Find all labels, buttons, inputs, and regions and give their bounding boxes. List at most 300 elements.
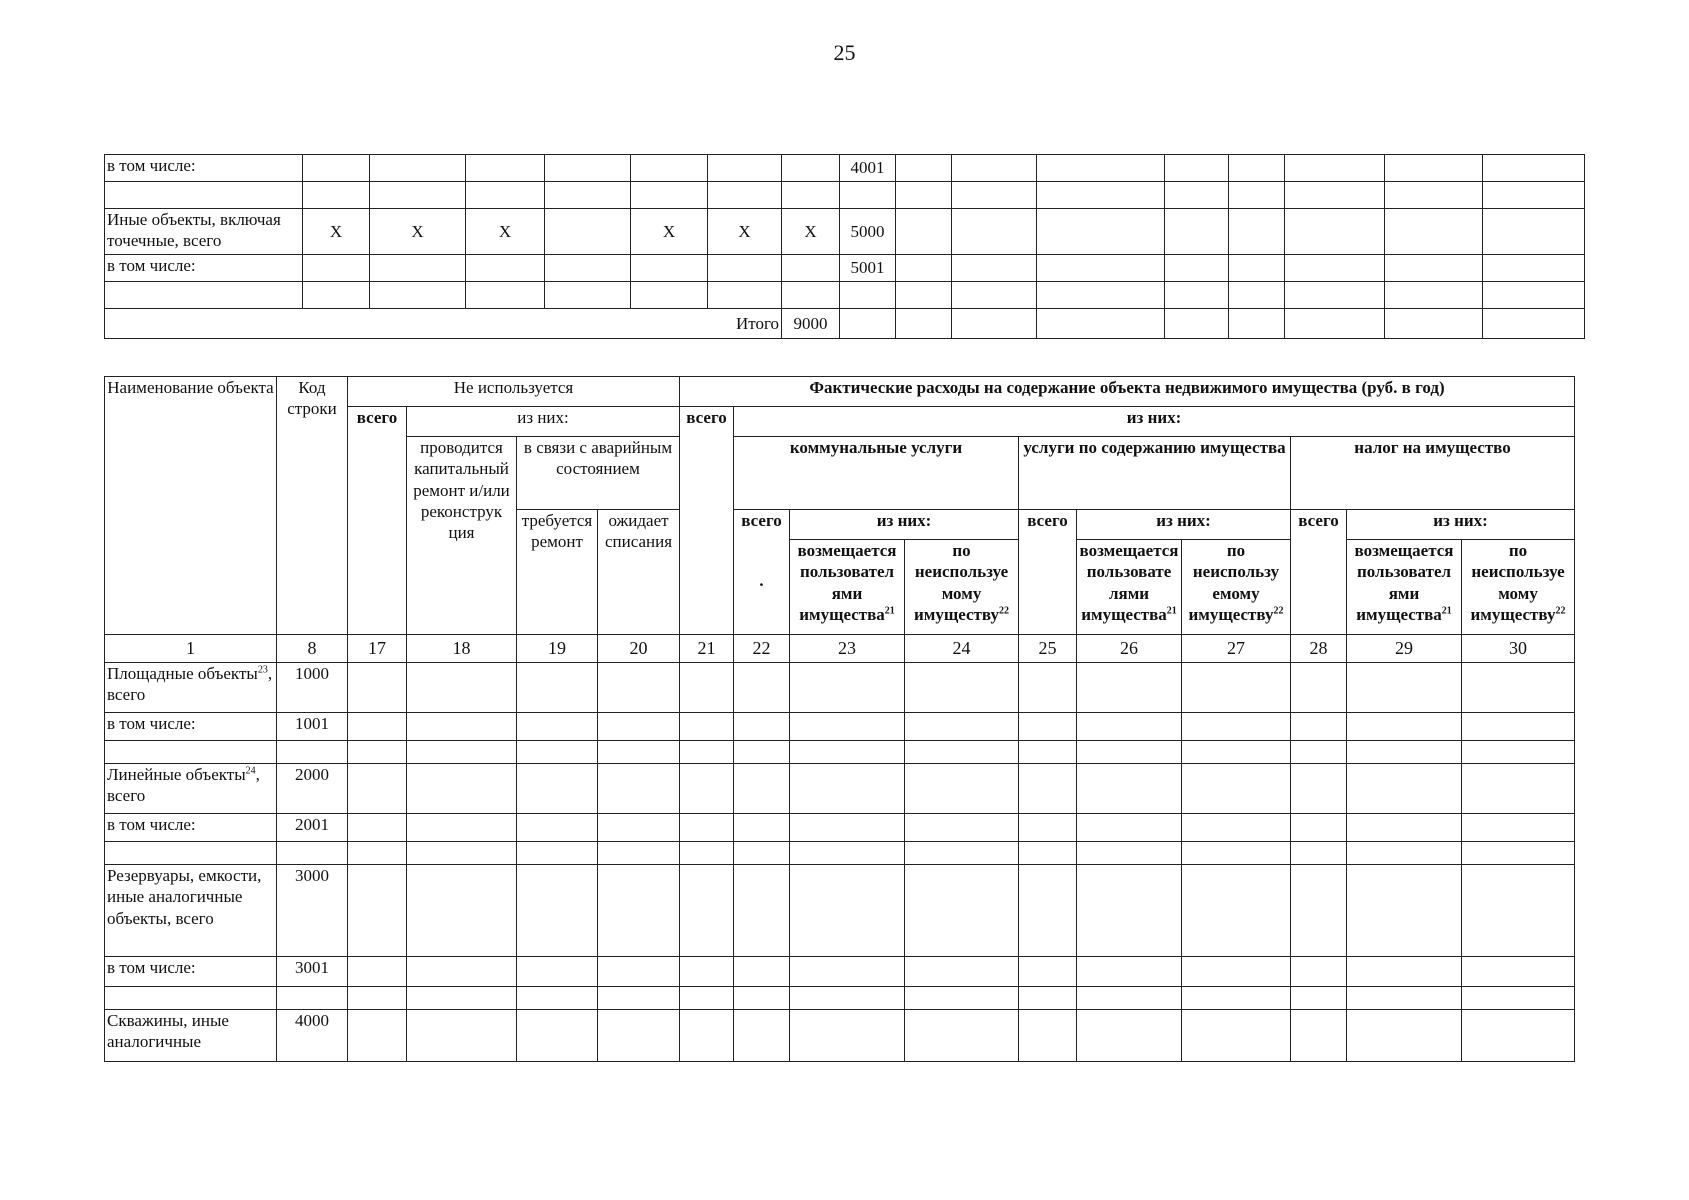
x-mark	[545, 155, 631, 182]
data-cell	[1291, 987, 1347, 1010]
row-name-text: Линейные объекты	[107, 765, 246, 784]
data-cell	[348, 764, 407, 814]
data-cell	[1291, 842, 1347, 865]
footnote-ref: 24	[245, 765, 256, 777]
footnote-22: 22	[999, 605, 1009, 617]
header-col30	[1462, 540, 1575, 635]
footnote-21: 21	[884, 605, 895, 617]
table-row	[105, 1010, 1575, 1062]
data-cell	[1019, 713, 1077, 741]
data-cell	[680, 713, 734, 741]
data-cell	[734, 764, 790, 814]
row-name	[105, 713, 277, 741]
data-cell	[1229, 155, 1285, 182]
column-number: 22	[734, 635, 790, 663]
column-number: 30	[1462, 635, 1575, 663]
data-cell	[952, 282, 1037, 309]
data-cell	[1347, 865, 1462, 957]
header-code: Код строки	[277, 377, 348, 635]
row-code	[277, 741, 348, 764]
header-utilities-total-label: всего	[741, 511, 782, 530]
data-cell	[407, 957, 517, 987]
data-cell	[1291, 741, 1347, 764]
data-cell	[1347, 814, 1462, 842]
total-label: Итого	[105, 309, 782, 339]
data-cell	[734, 741, 790, 764]
x-mark	[631, 155, 708, 182]
row-name-suffix: , всего	[107, 664, 273, 705]
total-code: 9000	[782, 309, 840, 339]
data-cell	[1347, 764, 1462, 814]
table-row	[105, 663, 1575, 713]
data-cell	[896, 309, 952, 339]
data-cell	[407, 987, 517, 1010]
row-name	[105, 987, 277, 1010]
header-property-tax-total: всего	[1291, 510, 1347, 635]
data-cell	[1385, 209, 1483, 255]
row-code: 3000	[277, 865, 348, 957]
column-numbers-row	[105, 635, 1575, 663]
x-mark	[370, 282, 466, 309]
x-mark	[370, 255, 466, 282]
data-cell	[790, 957, 905, 987]
x-mark: X	[303, 209, 370, 255]
data-cell	[1385, 182, 1483, 209]
data-cell	[1165, 209, 1229, 255]
header-expenses-of-them: из них:	[734, 407, 1575, 437]
small-dot-mark: ·	[758, 574, 765, 594]
header-col30-text: по неиспользуе мому имуществу	[1470, 541, 1565, 624]
data-cell	[1229, 182, 1285, 209]
x-mark	[545, 282, 631, 309]
data-cell	[517, 814, 598, 842]
column-number: 29	[1347, 635, 1462, 663]
data-cell	[1165, 282, 1229, 309]
x-mark	[370, 155, 466, 182]
data-cell	[407, 663, 517, 713]
column-number: 19	[517, 635, 598, 663]
x-mark	[370, 182, 466, 209]
data-cell	[952, 255, 1037, 282]
data-cell	[680, 814, 734, 842]
data-cell	[1385, 309, 1483, 339]
data-cell	[1037, 282, 1165, 309]
x-mark	[466, 182, 545, 209]
data-cell	[598, 987, 680, 1010]
data-cell	[1019, 663, 1077, 713]
data-cell	[348, 842, 407, 865]
x-mark: X	[708, 209, 782, 255]
table-row	[105, 209, 1585, 255]
data-cell	[1483, 255, 1585, 282]
data-cell	[1019, 842, 1077, 865]
x-mark	[466, 155, 545, 182]
data-cell	[517, 957, 598, 987]
table-row	[105, 764, 1575, 814]
table-row	[105, 182, 1585, 209]
header-col27-text: по неиспользу емому имуществу	[1188, 541, 1280, 624]
data-cell	[905, 764, 1019, 814]
header-expenses-total: всего	[680, 407, 734, 635]
header-not-used: Не используется	[348, 377, 680, 407]
data-cell	[896, 182, 952, 209]
table-row	[105, 155, 1585, 182]
data-cell	[1285, 255, 1385, 282]
data-cell	[734, 1010, 790, 1062]
header-col26-text: возмещается пользовате лями имущества	[1079, 541, 1179, 624]
data-cell	[790, 865, 905, 957]
row-name-text: в том числе:	[107, 958, 196, 977]
header-not-used-of-them: из них:	[407, 407, 680, 437]
data-cell	[1077, 713, 1182, 741]
data-cell	[517, 741, 598, 764]
data-cell	[1019, 814, 1077, 842]
header-emergency: в связи с аварийным состоянием	[517, 437, 680, 510]
table-row	[105, 713, 1575, 741]
data-cell	[1019, 764, 1077, 814]
data-cell	[905, 865, 1019, 957]
header-expenses: Фактические расходы на содержание объекта недвижимого имущества (руб. в год)	[680, 377, 1575, 407]
data-cell	[1462, 663, 1575, 713]
data-cell	[1229, 309, 1285, 339]
data-cell	[517, 713, 598, 741]
data-cell	[790, 764, 905, 814]
row-code	[840, 182, 896, 209]
data-cell	[1483, 282, 1585, 309]
data-cell	[1483, 309, 1585, 339]
data-cell	[1165, 155, 1229, 182]
x-mark: X	[466, 209, 545, 255]
data-cell	[1037, 255, 1165, 282]
table-top-continuation	[104, 154, 1585, 339]
data-cell	[896, 282, 952, 309]
data-cell	[1077, 842, 1182, 865]
data-cell	[1285, 155, 1385, 182]
data-cell	[517, 842, 598, 865]
table-row	[105, 741, 1575, 764]
x-mark	[631, 282, 708, 309]
column-number: 24	[905, 635, 1019, 663]
data-cell	[1182, 764, 1291, 814]
row-name: в том числе:	[105, 155, 303, 182]
x-mark: X	[782, 209, 840, 255]
column-number: 28	[1291, 635, 1347, 663]
table-row	[105, 987, 1575, 1010]
data-cell	[734, 957, 790, 987]
column-number: 21	[680, 635, 734, 663]
data-cell	[1462, 741, 1575, 764]
header-col29-text: возмещается пользовател ями имущества	[1354, 541, 1454, 624]
data-cell	[1347, 741, 1462, 764]
column-number: 17	[348, 635, 407, 663]
row-code: 3001	[277, 957, 348, 987]
data-cell	[1291, 764, 1347, 814]
footnote-ref: 23	[257, 664, 268, 676]
data-cell	[598, 842, 680, 865]
data-cell	[1291, 713, 1347, 741]
table-row	[105, 842, 1575, 865]
header-maintenance-of-them: из них:	[1077, 510, 1291, 540]
header-property-tax-of-them: из них:	[1347, 510, 1575, 540]
header-col26	[1077, 540, 1182, 635]
data-cell	[790, 814, 905, 842]
data-cell	[598, 814, 680, 842]
data-cell	[407, 842, 517, 865]
data-cell	[1077, 814, 1182, 842]
data-cell	[1229, 209, 1285, 255]
table-row	[105, 865, 1575, 957]
footnote-22: 22	[1555, 605, 1566, 617]
header-property-tax: налог на имущество	[1291, 437, 1575, 510]
header-col24-text: по неиспользуе мому имуществу	[914, 541, 1009, 624]
data-cell	[1291, 814, 1347, 842]
data-cell	[790, 842, 905, 865]
x-mark	[782, 182, 840, 209]
header-maintenance-total: всего	[1019, 510, 1077, 635]
header-col24	[905, 540, 1019, 635]
x-mark	[708, 282, 782, 309]
header-utilities-of-them: из них:	[790, 510, 1019, 540]
data-cell	[1019, 741, 1077, 764]
data-cell	[952, 309, 1037, 339]
header-utilities-total	[734, 510, 790, 635]
table-row	[105, 957, 1575, 987]
data-cell	[1385, 282, 1483, 309]
table-row	[105, 255, 1585, 282]
data-cell	[734, 842, 790, 865]
row-name-text: Площадные объекты	[107, 664, 258, 683]
column-number: 25	[1019, 635, 1077, 663]
data-cell	[840, 309, 896, 339]
data-cell	[734, 865, 790, 957]
column-number: 1	[105, 635, 277, 663]
data-cell	[905, 1010, 1019, 1062]
row-name: в том числе:	[105, 255, 303, 282]
footnote-21: 21	[1441, 605, 1452, 617]
data-cell	[905, 713, 1019, 741]
data-cell	[1165, 182, 1229, 209]
data-cell	[1182, 957, 1291, 987]
data-cell	[1291, 1010, 1347, 1062]
data-cell	[790, 741, 905, 764]
header-col23-text: возмещается пользовател ями имущества	[797, 541, 897, 624]
row-code	[840, 282, 896, 309]
data-cell	[905, 814, 1019, 842]
data-cell	[1182, 987, 1291, 1010]
data-cell	[1285, 209, 1385, 255]
data-cell	[1077, 663, 1182, 713]
row-name: Иные объекты, включая точечные, всего	[105, 209, 303, 255]
data-cell	[680, 865, 734, 957]
data-cell	[1285, 182, 1385, 209]
data-cell	[1347, 957, 1462, 987]
row-code: 4001	[840, 155, 896, 182]
x-mark	[466, 255, 545, 282]
data-cell	[1182, 814, 1291, 842]
row-code: 1000	[277, 663, 348, 713]
row-name	[105, 814, 277, 842]
data-cell	[1019, 865, 1077, 957]
x-mark	[303, 282, 370, 309]
data-cell	[1077, 741, 1182, 764]
data-cell	[348, 957, 407, 987]
row-code: 4000	[277, 1010, 348, 1062]
column-number: 20	[598, 635, 680, 663]
data-cell	[680, 741, 734, 764]
row-name	[105, 957, 277, 987]
page-number: 25	[833, 40, 856, 65]
row-code	[277, 842, 348, 865]
total-row	[105, 309, 1585, 339]
data-cell	[790, 987, 905, 1010]
x-mark	[303, 255, 370, 282]
data-cell	[790, 713, 905, 741]
row-name	[105, 182, 303, 209]
data-cell	[790, 663, 905, 713]
data-cell	[734, 814, 790, 842]
data-cell	[407, 814, 517, 842]
data-cell	[952, 155, 1037, 182]
column-number: 23	[790, 635, 905, 663]
data-cell	[1182, 842, 1291, 865]
data-cell	[905, 741, 1019, 764]
data-cell	[348, 741, 407, 764]
header-col23	[790, 540, 905, 635]
table-row	[105, 282, 1585, 309]
data-cell	[407, 764, 517, 814]
data-cell	[1291, 663, 1347, 713]
x-mark	[708, 155, 782, 182]
x-mark	[545, 182, 631, 209]
row-name-text: в том числе:	[107, 714, 196, 733]
data-cell	[598, 741, 680, 764]
x-mark	[545, 255, 631, 282]
data-cell	[905, 663, 1019, 713]
data-cell	[1462, 1010, 1575, 1062]
data-cell	[348, 865, 407, 957]
data-cell	[1483, 155, 1585, 182]
row-code: 2001	[277, 814, 348, 842]
row-name-text: Резервуары, емкости, иные аналогичные объекты, всего	[107, 866, 262, 928]
data-cell	[1019, 1010, 1077, 1062]
data-cell	[1462, 764, 1575, 814]
row-code: 2000	[277, 764, 348, 814]
header-capital-repair: проводится капитальный ремонт и/или реконструк ция	[407, 437, 517, 635]
x-mark	[708, 182, 782, 209]
row-name	[105, 663, 277, 713]
row-name	[105, 842, 277, 865]
data-cell	[348, 663, 407, 713]
data-cell	[1077, 957, 1182, 987]
row-name-text: в том числе:	[107, 815, 196, 834]
table-row	[105, 814, 1575, 842]
data-cell	[1077, 987, 1182, 1010]
data-cell	[598, 663, 680, 713]
data-cell	[517, 987, 598, 1010]
data-cell	[1347, 713, 1462, 741]
header-requires-repair: требуется ремонт	[517, 510, 598, 635]
data-cell	[1229, 255, 1285, 282]
data-cell	[517, 764, 598, 814]
data-cell	[905, 957, 1019, 987]
footnote-22: 22	[1273, 605, 1284, 617]
data-cell	[680, 663, 734, 713]
column-number: 18	[407, 635, 517, 663]
row-name-text: Скважины, иные аналогичные	[107, 1011, 229, 1052]
data-cell	[952, 182, 1037, 209]
data-cell	[680, 842, 734, 865]
data-cell	[517, 1010, 598, 1062]
column-number: 8	[277, 635, 348, 663]
data-cell	[1182, 741, 1291, 764]
data-cell	[348, 814, 407, 842]
data-cell	[1165, 309, 1229, 339]
data-cell	[896, 255, 952, 282]
x-mark	[545, 209, 631, 255]
data-cell	[348, 1010, 407, 1062]
data-cell	[348, 987, 407, 1010]
data-cell	[680, 1010, 734, 1062]
data-cell	[1037, 309, 1165, 339]
x-mark	[303, 155, 370, 182]
data-cell	[598, 865, 680, 957]
footnote-21: 21	[1166, 605, 1177, 617]
row-name	[105, 764, 277, 814]
data-cell	[1291, 865, 1347, 957]
data-cell	[1462, 814, 1575, 842]
data-cell	[734, 663, 790, 713]
data-cell	[1483, 209, 1585, 255]
header-name: Наименование объекта	[105, 377, 277, 635]
data-cell	[598, 713, 680, 741]
data-cell	[598, 1010, 680, 1062]
data-cell	[680, 987, 734, 1010]
data-cell	[1347, 987, 1462, 1010]
data-cell	[790, 1010, 905, 1062]
data-cell	[896, 209, 952, 255]
data-cell	[1462, 865, 1575, 957]
data-cell	[1182, 865, 1291, 957]
data-cell	[680, 957, 734, 987]
data-cell	[407, 865, 517, 957]
data-cell	[1077, 764, 1182, 814]
data-cell	[680, 764, 734, 814]
x-mark	[303, 182, 370, 209]
x-mark	[782, 255, 840, 282]
data-cell	[598, 957, 680, 987]
row-name-suffix: , всего	[107, 765, 260, 806]
data-cell	[1385, 255, 1483, 282]
data-cell	[1037, 182, 1165, 209]
data-cell	[1077, 1010, 1182, 1062]
column-number: 26	[1077, 635, 1182, 663]
header-awaits-writeoff: ожидает списания	[598, 510, 680, 635]
data-cell	[1182, 663, 1291, 713]
x-mark	[782, 155, 840, 182]
x-mark	[631, 182, 708, 209]
data-cell	[1182, 713, 1291, 741]
header-col29	[1347, 540, 1462, 635]
header-not-used-total: всего	[348, 407, 407, 635]
x-mark	[708, 255, 782, 282]
data-cell	[1285, 309, 1385, 339]
data-cell	[1462, 713, 1575, 741]
row-code: 1001	[277, 713, 348, 741]
row-code	[277, 987, 348, 1010]
x-mark: X	[631, 209, 708, 255]
data-cell	[905, 987, 1019, 1010]
data-cell	[407, 741, 517, 764]
